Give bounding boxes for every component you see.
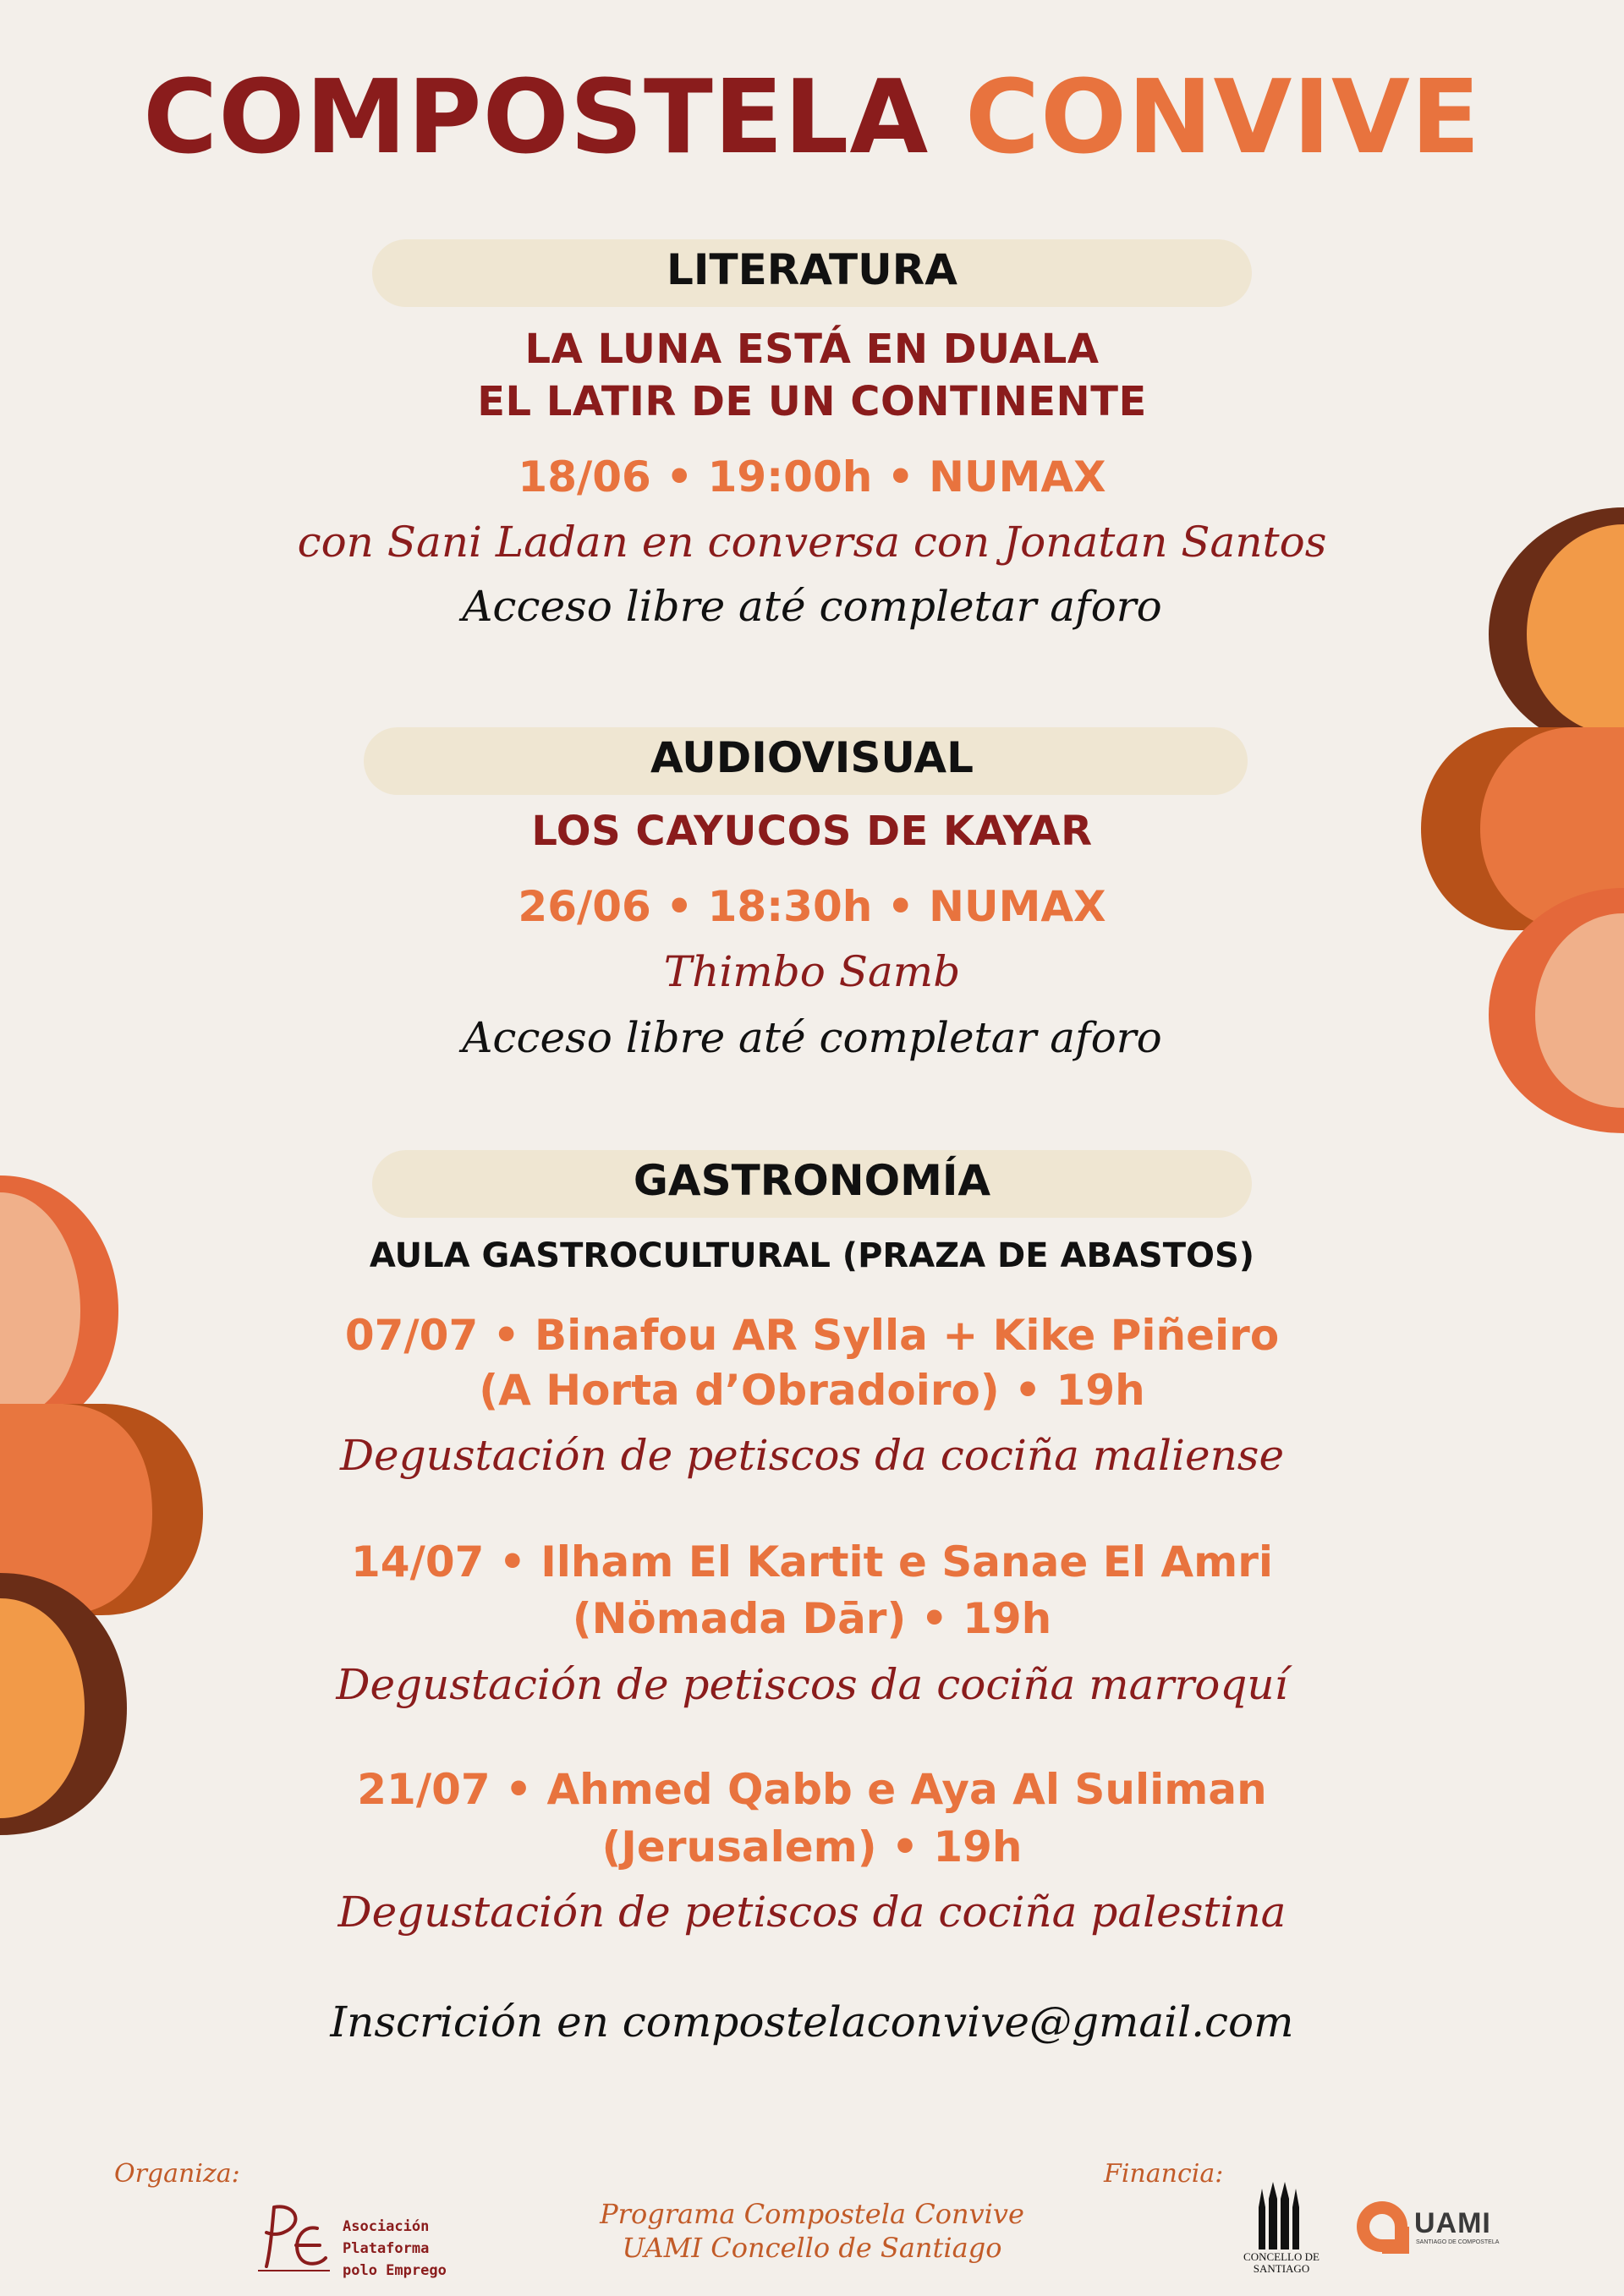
event-title-line-1: LA LUNA ESTÁ EN DUALA [524,326,1100,373]
event-description: Degustación de petiscos da cociña palestina [337,1888,1287,1937]
financia-label: Financia: [1104,2159,1224,2189]
event-guest: Thimbo Samb [663,947,961,996]
title-part-1: COMPOSTELA [143,59,930,177]
title-part-2: CONVIVE [964,59,1481,177]
section-label-literatura: LITERATURA [667,245,957,294]
event-description: Degustación de petiscos da cociña maliense [339,1431,1285,1480]
event-line-1: 07/07 • Binafou AR Sylla + Kike Piñeiro [344,1311,1280,1360]
event-line-2: (Jerusalem) • 19h [601,1822,1023,1871]
event-access: Acceso libre até completar aforo [462,1013,1162,1062]
concello-line-2: SANTIAGO [1253,2262,1310,2275]
event-line-1: 21/07 • Ahmed Qabb e Aya Al Suliman [357,1765,1267,1814]
organiza-label: Organiza: [114,2159,240,2189]
event-line-2: (A Horta d’Obradoiro) • 19h [479,1366,1145,1415]
page-title [0,59,1624,177]
event-datetime: 18/06 • 19:00h • NUMAX [518,452,1106,501]
event-guests: con Sani Ladan en conversa con Jonatan Santos [297,518,1327,567]
concello-logo-text [1231,2251,1332,2275]
event-datetime: 26/06 • 18:30h • NUMAX [518,882,1106,931]
event-line-2: (Nömada Dār) • 19h [572,1594,1052,1643]
section-label-gastronomia: GASTRONOMÍA [633,1156,991,1205]
organizer-line-1: Asociación [343,2218,430,2235]
inscription-line: Inscrición en compostelaconvive@gmail.com [330,1997,1294,2047]
organizer-line-2: Plataforma [343,2240,430,2257]
program-line-2: UAMI Concello de Santiago [622,2232,1002,2264]
event-access: Acceso libre até completar aforo [462,582,1162,631]
event-title: LOS CAYUCOS DE KAYAR [531,808,1093,855]
concello-line-1: CONCELLO DE [1243,2250,1320,2263]
program-line-1: Programa Compostela Convive [600,2198,1024,2230]
event-title-line-2: EL LATIR DE UN CONTINENTE [477,378,1147,425]
organizer-line-3: polo Emprego [343,2262,447,2279]
program-info [541,2197,1083,2265]
uami-logo-icon [1353,2197,1413,2256]
uami-logo-text: UAMI [1414,2207,1491,2239]
event-line-1: 14/07 • Ilham El Kartit e Sanae El Amri [351,1537,1273,1586]
uami-logo-subtext: SANTIAGO DE COMPOSTELA [1416,2239,1500,2245]
organizer-logo-icon [254,2199,334,2275]
cathedral-logo-icon [1252,2182,1311,2249]
event-description: Degustación de petiscos da cociña marroquí [336,1660,1288,1709]
organizer-name [343,2216,447,2282]
venue: AULA GASTROCULTURAL (PRAZA DE ABASTOS) [369,1236,1255,1275]
section-label-audiovisual: AUDIOVISUAL [650,733,974,782]
